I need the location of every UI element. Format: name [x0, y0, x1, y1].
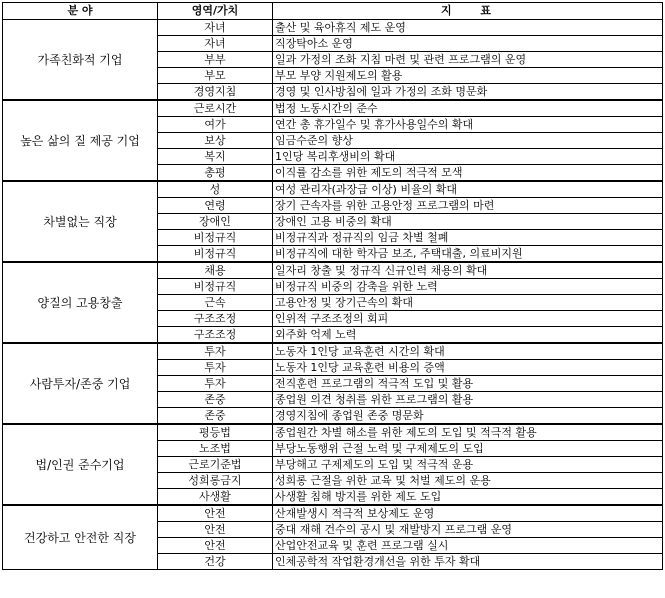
area-cell: 비정규직: [158, 230, 273, 246]
indicator-cell: 부당해고 구제제도의 도입 및 적극적 운용: [273, 457, 663, 473]
header-area: 영역/가치: [158, 3, 273, 20]
indicator-cell: 직장탁아소 운영: [273, 36, 663, 52]
area-cell: 안전: [158, 538, 273, 554]
area-cell: 존중: [158, 392, 273, 408]
indicator-cell: 종업원 의견 청취를 위한 프로그램의 활용: [273, 392, 663, 408]
table-row: [3, 181, 663, 198]
indicator-cell: 전직훈련 프로그램의 적극적 도입 및 활용: [273, 376, 663, 392]
area-cell: 자녀: [158, 20, 273, 36]
area-cell: 여가: [158, 117, 273, 133]
indicator-cell: 중대 재해 건수의 공시 및 재발방지 프로그램 운영: [273, 522, 663, 538]
header-indicator: [273, 3, 663, 20]
header-indicator-part-a: 지: [441, 4, 455, 17]
indicator-cell: 산업안전교육 및 훈련 프로그램 실시: [273, 538, 663, 554]
indicator-cell: 외주화 억제 노력: [273, 327, 663, 344]
indicator-cell: 인체공학적 작업환경개선을 위한 투자 확대: [273, 554, 663, 570]
indicator-cell: 인위적 구조조정의 회피: [273, 311, 663, 327]
table-row: [3, 505, 663, 522]
area-cell: 구조조정: [158, 311, 273, 327]
area-cell: 장애인: [158, 214, 273, 230]
indicator-cell: 출산 및 육아휴직 제도 운영: [273, 20, 663, 36]
table-row: [3, 20, 663, 36]
area-cell: 사생활: [158, 489, 273, 506]
area-cell: 비정규직: [158, 279, 273, 295]
area-cell: 투자: [158, 376, 273, 392]
area-cell: 성희롱금지: [158, 473, 273, 489]
indicator-cell: 부모 부양 지원제도의 활용: [273, 68, 663, 84]
indicator-cell: 사생활 침해 방지를 위한 제도 도입: [273, 489, 663, 506]
area-cell: 보상: [158, 133, 273, 149]
area-cell: 경영지침: [158, 84, 273, 101]
table-row: [3, 262, 663, 279]
area-cell: 부모: [158, 68, 273, 84]
area-cell: 성: [158, 181, 273, 198]
indicator-cell: 비정규직에 대한 학자금 보조, 주택대출, 의료비지원: [273, 246, 663, 263]
table-row: [3, 424, 663, 441]
indicator-cell: 법정 노동시간의 준수: [273, 100, 663, 117]
indicator-cell: 연간 총 휴가일수 및 휴가사용일수의 확대: [273, 117, 663, 133]
category-cell: 가족친화적 기업: [3, 20, 158, 101]
indicator-cell: 장애인 고용 비중의 확대: [273, 214, 663, 230]
indicator-cell: 일과 가정의 조화 지침 마련 및 관련 프로그램의 운영: [273, 52, 663, 68]
area-cell: 투자: [158, 360, 273, 376]
indicator-cell: 종업원간 차별 해소를 위한 제도의 도입 및 적극적 활용: [273, 424, 663, 441]
indicator-cell: 성희롱 근절을 위한 교육 및 처벌 제도의 운용: [273, 473, 663, 489]
indicator-cell: 부당노동행위 근절 노력 및 구제제도의 도입: [273, 441, 663, 457]
indicator-cell: 1인당 복리후생비의 확대: [273, 149, 663, 165]
table-row: [3, 343, 663, 360]
category-cell: 법/인권 준수기업: [3, 424, 158, 505]
indicator-cell: 노동자 1인당 교육훈련 시간의 확대: [273, 343, 663, 360]
area-cell: 안전: [158, 522, 273, 538]
indicator-cell: 산재발생시 적극적 보상제도 운영: [273, 505, 663, 522]
category-cell: 높은 삶의 질 제공 기업: [3, 100, 158, 181]
table-body: [3, 20, 663, 570]
area-cell: 총평: [158, 165, 273, 182]
area-cell: 채용: [158, 262, 273, 279]
area-cell: 복지: [158, 149, 273, 165]
indicator-cell: 이직률 감소를 위한 제도의 적극적 모색: [273, 165, 663, 182]
area-cell: 존중: [158, 408, 273, 425]
area-cell: 구조조정: [158, 327, 273, 344]
table-row: [3, 100, 663, 117]
area-cell: 안전: [158, 505, 273, 522]
indicator-cell: 일자리 창출 및 정규직 신규인력 채용의 확대: [273, 262, 663, 279]
table-header: [3, 3, 663, 20]
area-cell: 근속: [158, 295, 273, 311]
header-category: 분 야: [3, 3, 158, 20]
area-cell: 건강: [158, 554, 273, 570]
area-cell: 연령: [158, 198, 273, 214]
area-cell: 노조법: [158, 441, 273, 457]
header-indicator-part-b: 표: [480, 4, 494, 17]
area-cell: 부부: [158, 52, 273, 68]
area-cell: 평등법: [158, 424, 273, 441]
indicator-cell: 노동자 1인당 교육훈련 비용의 증액: [273, 360, 663, 376]
category-cell: 사람투자/존중 기업: [3, 343, 158, 424]
indicator-cell: 비정규직 비중의 감축을 위한 노력: [273, 279, 663, 295]
indicator-cell: 여성 관리자(과장급 이상) 비율의 확대: [273, 181, 663, 198]
area-cell: 투자: [158, 343, 273, 360]
area-cell: 비정규직: [158, 246, 273, 263]
area-cell: 근로기준법: [158, 457, 273, 473]
category-cell: 건강하고 안전한 직장: [3, 505, 158, 570]
category-cell: 양질의 고용창출: [3, 262, 158, 343]
category-cell: 차별없는 직장: [3, 181, 158, 262]
area-cell: 근로시간: [158, 100, 273, 117]
indicator-cell: 비정규직과 정규직의 임금 차별 철폐: [273, 230, 663, 246]
indicator-cell: 경영지침에 종업원 존중 명문화: [273, 408, 663, 425]
indicator-cell: 고용안정 및 장기근속의 확대: [273, 295, 663, 311]
indicator-cell: 경영 및 인사방침에 일과 가정의 조화 명문화: [273, 84, 663, 101]
indicator-cell: 장기 근속자를 위한 고용안정 프로그램의 마련: [273, 198, 663, 214]
indicator-table: [2, 2, 663, 570]
area-cell: 자녀: [158, 36, 273, 52]
indicator-cell: 임금수준의 향상: [273, 133, 663, 149]
